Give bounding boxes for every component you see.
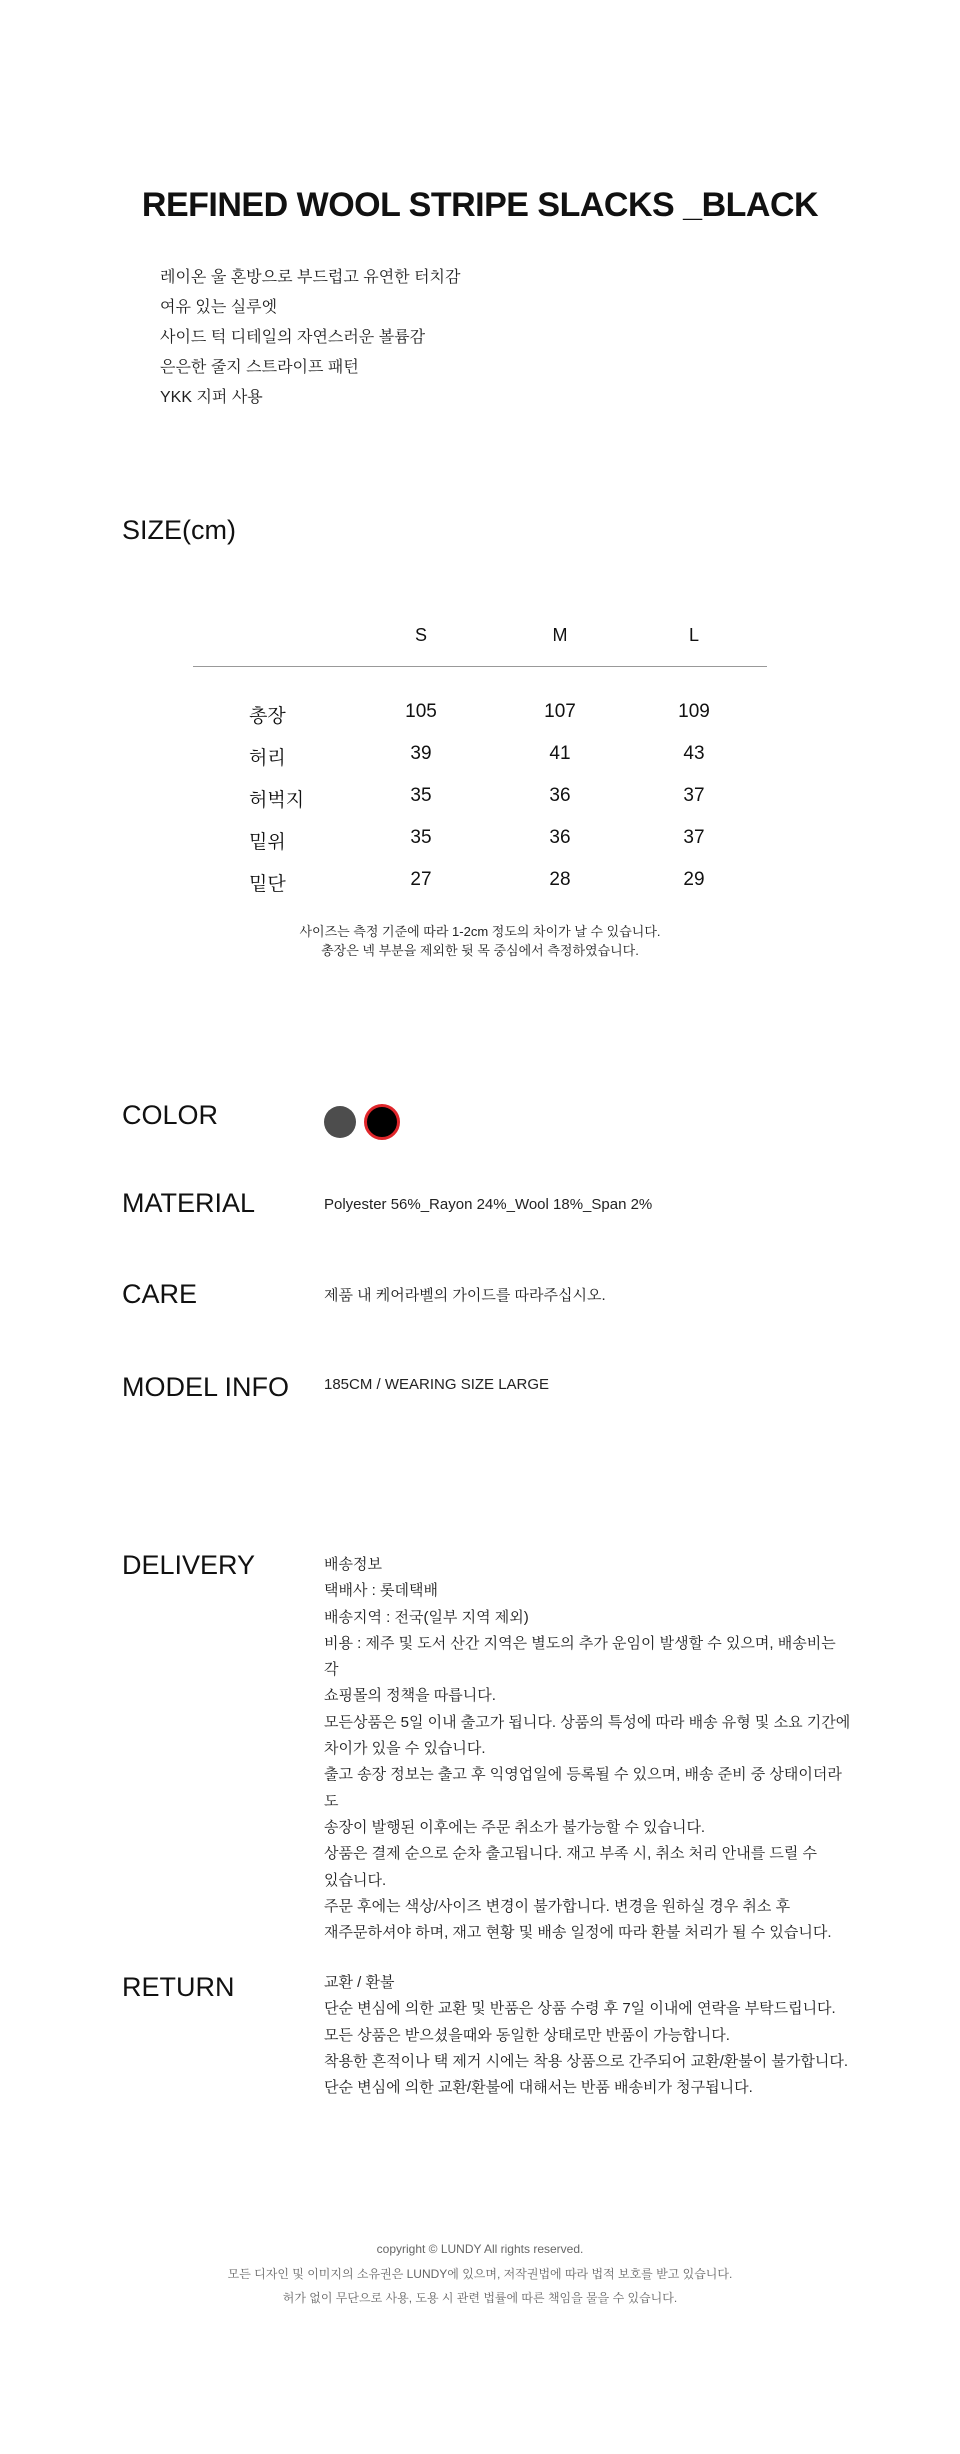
delivery-line: 주문 후에는 색상/사이즈 변경이 불가합니다. 변경을 원하실 경우 취소 후 <box>324 1897 791 1915</box>
copyright-text: copyright © LUNDY All rights reserved. <box>376 2242 584 2256</box>
size-cell: 105 <box>405 701 437 722</box>
size-row-label: 밑단 <box>249 874 286 895</box>
return-heading: RETURN <box>122 1972 235 2002</box>
color-heading: COLOR <box>122 1100 219 1130</box>
size-column-l: L <box>688 625 699 645</box>
size-cell: 35 <box>410 827 432 848</box>
product-title: REFINED WOOL STRIPE SLACKS _BLACK <box>141 186 819 224</box>
size-row-label: 밑위 <box>249 832 286 853</box>
size-table-header <box>193 625 767 665</box>
table-row <box>193 701 767 743</box>
size-note <box>0 922 960 960</box>
size-cell: 41 <box>549 743 571 764</box>
table-row <box>193 743 767 785</box>
size-cell: 36 <box>549 785 571 806</box>
size-row-label: 총장 <box>249 706 286 727</box>
model-info-value: 185CM / WEARING SIZE LARGE <box>324 1376 550 1393</box>
size-cell: 35 <box>410 785 432 806</box>
gray-swatch[interactable] <box>324 1106 356 1138</box>
delivery-line: 배송지역 : 전국(일부 지역 제외) <box>324 1608 529 1626</box>
delivery-line: 있습니다. <box>324 1871 387 1889</box>
return-line: 단순 변심에 의한 교환 및 반품은 상품 수령 후 7일 이내에 연락을 부탁드립니다. <box>324 2000 836 2018</box>
delivery-line: 차이가 있을 수 있습니다. <box>324 1740 486 1758</box>
feature-item: 레이온 울 혼방으로 부드럽고 유연한 터치감 <box>160 269 461 286</box>
return-line: 착용한 흔적이나 택 제거 시에는 착용 상품으로 간주되어 교환/환불이 불가합니다. <box>324 2052 849 2070</box>
delivery-info <box>324 1552 854 1946</box>
table-row <box>193 785 767 827</box>
table-row <box>193 869 767 911</box>
size-note-line: 사이즈는 측정 기준에 따라 1-2cm 정도의 차이가 날 수 있습니다. <box>299 924 661 939</box>
delivery-line: 비용 : 제주 및 도서 산간 지역은 별도의 추가 운임이 발생할 수 있으며, 배송비는 각 <box>324 1634 836 1679</box>
size-cell: 27 <box>410 869 432 890</box>
size-cell: 107 <box>544 701 576 722</box>
size-cell: 36 <box>549 827 571 848</box>
return-line: 단순 변심에 의한 교환/환불에 대해서는 반품 배송비가 청구됩니다. <box>324 2079 753 2097</box>
size-cell: 29 <box>683 869 705 890</box>
return-line: 교환 / 환불 <box>324 1974 395 1991</box>
model-info-heading: MODEL INFO <box>122 1372 290 1402</box>
size-cell: 37 <box>683 785 705 806</box>
size-cell: 43 <box>683 743 705 764</box>
footer-line: 모든 디자인 및 이미지의 소유권은 LUNDY에 있으며, 저작권법에 따라 법적 보호를 받고 있습니다. <box>227 2266 733 2281</box>
size-row-label: 허벅지 <box>249 790 305 811</box>
size-cell: 28 <box>549 869 571 890</box>
size-cell: 37 <box>683 827 705 848</box>
size-heading: SIZE(cm) <box>122 515 236 545</box>
size-row-label: 허리 <box>249 748 286 769</box>
size-column-s: S <box>414 625 427 645</box>
delivery-line: 출고 송장 정보는 출고 후 익영업일에 등록될 수 있으며, 배송 준비 중 상태이더라도 <box>324 1766 842 1810</box>
delivery-heading: DELIVERY <box>122 1550 256 1580</box>
care-heading: CARE <box>122 1279 198 1309</box>
delivery-line: 상품은 결제 순으로 순차 출고됩니다. 재고 부족 시, 취소 처리 안내를 드릴 수 <box>324 1845 818 1863</box>
footer <box>0 2237 960 2311</box>
return-line: 모든 상품은 받으셨을때와 동일한 상태로만 반품이 가능합니다. <box>324 2026 730 2044</box>
delivery-line: 쇼핑몰의 정책을 따릅니다. <box>324 1687 496 1705</box>
size-cell: 109 <box>678 701 710 722</box>
size-table-divider <box>193 666 767 667</box>
footer-line: 허가 없이 무단으로 사용, 도용 시 관련 법률에 따른 책임을 물을 수 있습니다. <box>282 2291 678 2305</box>
black-swatch[interactable] <box>364 1104 400 1140</box>
care-value: 제품 내 케어라벨의 가이드를 따라주십시오. <box>324 1287 606 1304</box>
material-value: Polyester 56%_Rayon 24%_Wool 18%_Span 2% <box>324 1196 653 1213</box>
size-column-m: M <box>552 625 568 645</box>
feature-item: 은은한 줄지 스트라이프 패턴 <box>160 359 359 376</box>
delivery-line: 배송정보 <box>324 1556 382 1573</box>
size-table <box>193 625 767 911</box>
feature-item: YKK 지퍼 사용 <box>160 389 263 406</box>
feature-item: 여유 있는 실루엣 <box>160 299 278 316</box>
delivery-line: 택배사 : 롯데택배 <box>324 1582 438 1600</box>
feature-item: 사이드 턱 디테일의 자연스러운 볼륨감 <box>160 329 426 346</box>
table-row <box>193 827 767 869</box>
delivery-line: 모든상품은 5일 이내 출고가 됩니다. 상품의 특성에 따라 배송 유형 및 소요 기간에 <box>324 1713 851 1731</box>
size-note-line: 총장은 넥 부분을 제외한 뒷 목 중심에서 측정하였습니다. <box>321 943 639 958</box>
feature-list <box>160 263 460 413</box>
delivery-line: 재주문하셔야 하며, 재고 현황 및 배송 일정에 따라 환불 처리가 될 수 있습니다. <box>324 1924 832 1942</box>
size-cell: 39 <box>410 743 432 764</box>
material-heading: MATERIAL <box>122 1188 256 1218</box>
return-info <box>324 1970 854 2101</box>
delivery-line: 송장이 발행된 이후에는 주문 취소가 불가능할 수 있습니다. <box>324 1818 706 1836</box>
